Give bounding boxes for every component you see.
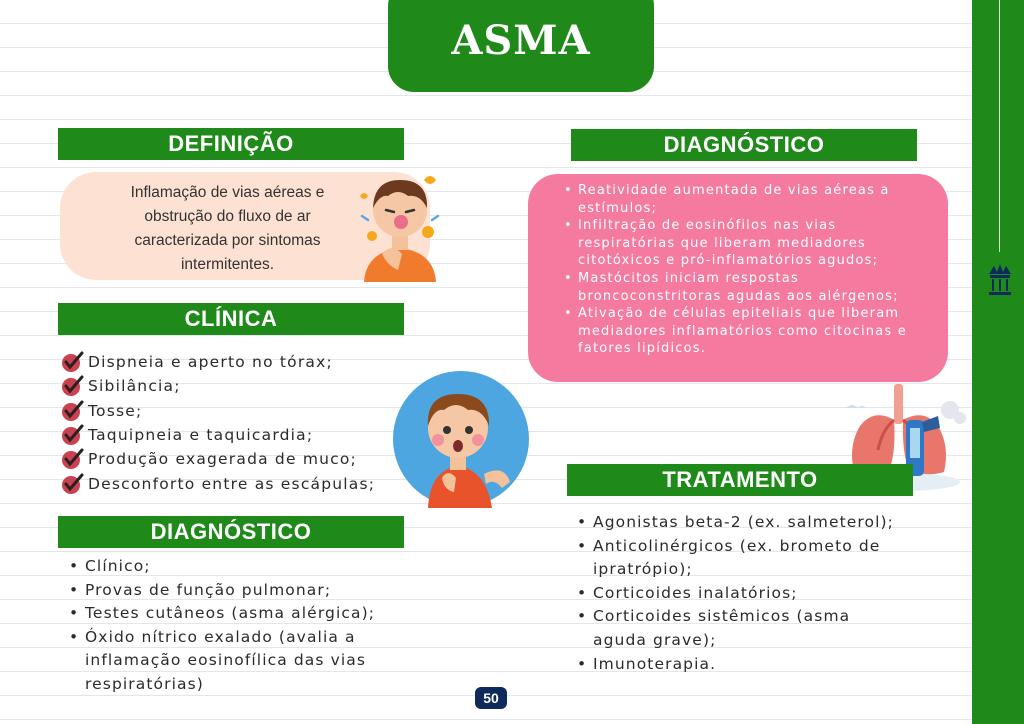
checkmark-icon xyxy=(60,399,84,423)
side-strip xyxy=(972,0,1024,724)
list-item xyxy=(60,399,375,423)
tratamento-heading: TRATAMENTO xyxy=(567,464,913,496)
side-strip-line xyxy=(999,0,1000,252)
checkmark-icon xyxy=(60,374,84,398)
list-item: • Anticolinérgicos (ex. brometo de ipratrópio); xyxy=(568,535,898,582)
page-title: ASMA xyxy=(451,17,591,64)
list-item: • Imunoterapia. xyxy=(568,653,898,677)
tratamento-list xyxy=(568,511,898,676)
list-item xyxy=(60,374,375,398)
list-item: • Agonistas beta-2 (ex. salmeterol); xyxy=(568,511,898,535)
list-item: • Óxido nítrico exalado (avalia a inflamação eosinofílica das vias respiratórias) xyxy=(60,626,410,697)
clinica-item-text: Desconforto entre as escápulas; xyxy=(88,474,376,493)
list-item: • Ativação de células epiteliais que liberam mediadores inflamatórios como citocinas e fatores lipídicos. xyxy=(562,305,932,358)
diagnostico-right-heading: DIAGNÓSTICO xyxy=(571,129,917,161)
list-item xyxy=(60,423,375,447)
definicao-text: Inflamação de vias aéreas e obstrução do fluxo de ar caracterizada por sintomas intermitentes. xyxy=(130,184,325,273)
sick-boy-illustration xyxy=(392,370,530,508)
diagnostico-left-heading: DIAGNÓSTICO xyxy=(58,516,404,548)
clinica-item-text: Sibilância; xyxy=(88,377,181,396)
list-item xyxy=(60,350,375,374)
list-item: • Corticoides sistêmicos (asma aguda grave); xyxy=(568,605,898,652)
clinica-item-text: Produção exagerada de muco; xyxy=(88,450,357,469)
crown-logo-icon xyxy=(985,262,1015,298)
definicao-heading: DEFINIÇÃO xyxy=(58,128,404,160)
clinica-item-text: Dispneia e aperto no tórax; xyxy=(88,353,333,372)
clinica-item-text: Taquipneia e taquicardia; xyxy=(88,426,314,445)
diagnostico-right-list xyxy=(562,182,932,358)
checkmark-icon xyxy=(60,350,84,374)
clinica-heading: CLÍNICA xyxy=(58,303,404,335)
list-item: • Mastócitos iniciam respostas broncoconstritoras agudas aos alérgenos; xyxy=(562,270,932,305)
coughing-boy-illustration xyxy=(352,166,448,282)
clinica-list xyxy=(60,350,375,496)
list-item: • Reatividade aumentada de vias aéreas a estímulos; xyxy=(562,182,932,217)
page-number: 50 xyxy=(475,687,507,709)
clinica-item-text: Tosse; xyxy=(88,401,143,420)
title-banner xyxy=(388,0,654,92)
list-item: • Corticoides inalatórios; xyxy=(568,582,898,606)
checkmark-icon xyxy=(60,447,84,471)
list-item: • Provas de função pulmonar; xyxy=(60,579,410,603)
list-item xyxy=(60,447,375,471)
list-item xyxy=(60,471,375,495)
checkmark-icon xyxy=(60,472,84,496)
list-item: • Testes cutâneos (asma alérgica); xyxy=(60,602,410,626)
list-item: • Clínico; xyxy=(60,555,410,579)
diagnostico-left-list xyxy=(60,555,410,697)
list-item: • Infiltração de eosinófilos nas vias respiratórias que liberam mediadores citotóxicos e pró-inflamatórios agudos; xyxy=(562,217,932,270)
checkmark-icon xyxy=(60,423,84,447)
